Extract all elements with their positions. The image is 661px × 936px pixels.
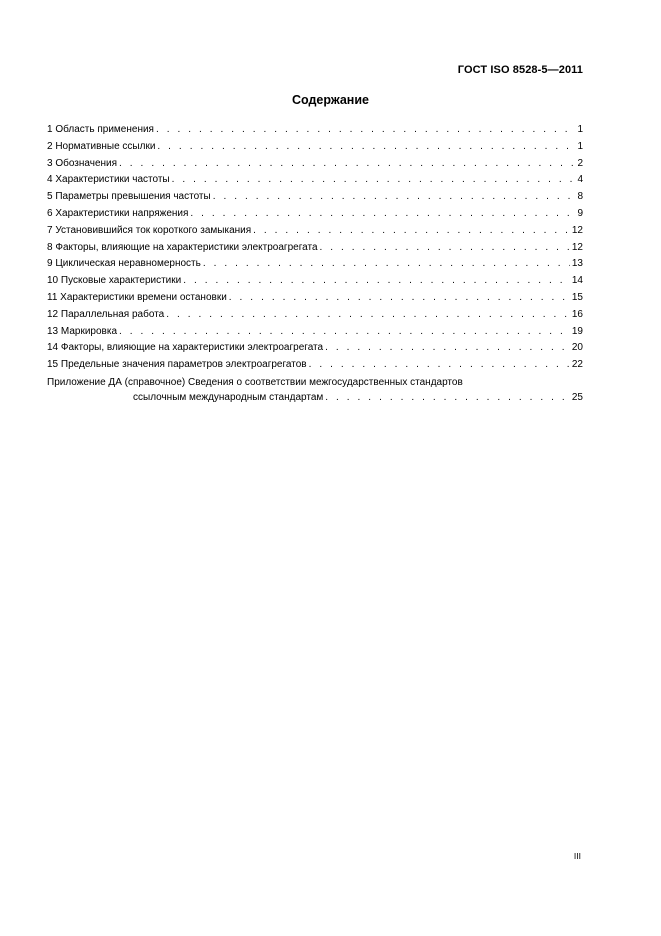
toc-leader-dots <box>119 326 570 337</box>
page-number: III <box>573 851 581 861</box>
toc-entry-page: 12 <box>571 224 583 236</box>
toc-entry-page: 20 <box>571 342 583 354</box>
toc-entry-page: 9 <box>577 207 583 219</box>
toc-entry-page: 22 <box>571 359 583 371</box>
toc-leader-dots <box>229 292 570 303</box>
toc-entry-page: 8 <box>577 191 583 203</box>
toc-leader-dots <box>183 275 570 286</box>
toc-entry-label: 7 Установившийся ток короткого замыкания <box>47 224 252 236</box>
toc-entry-page: 14 <box>571 275 583 287</box>
toc-entry-label: 8 Факторы, влияющие на характеристики электроагрегата <box>47 241 318 253</box>
toc-appendix-entry[interactable] <box>47 377 583 409</box>
toc-entry-page: 15 <box>571 291 583 303</box>
toc-entry[interactable] <box>47 174 583 191</box>
toc-leader-dots <box>309 359 570 370</box>
toc-leader-dots <box>172 174 576 185</box>
toc-entry-label: 1 Область применения <box>47 124 154 135</box>
toc-entry-page: 2 <box>577 157 583 169</box>
document-code: ГОСТ ISO 8528-5—2011 <box>457 64 583 76</box>
toc-entry-page: 13 <box>571 258 583 270</box>
toc-entry[interactable] <box>47 208 583 225</box>
toc-entry-label: 9 Циклическая неравномерность <box>47 258 201 270</box>
toc-entry[interactable] <box>47 158 583 175</box>
toc-entry-label: 10 Пусковые характеристики <box>47 275 182 287</box>
toc-entry-label: 11 Характеристики времени остановки <box>47 291 227 303</box>
toc-entry-label: 2 Нормативные ссылки <box>47 140 156 152</box>
toc-entry-label: 15 Предельные значения параметров электроагрегатов <box>47 359 307 371</box>
toc-leader-dots <box>253 225 570 236</box>
appendix-title: Приложение ДА (справочное) Сведения о соответствии межгосударственных стандартов <box>47 376 463 388</box>
appendix-page: 25 <box>571 391 583 403</box>
toc-leader-dots <box>213 191 576 202</box>
toc-entry-label: 4 Характеристики частоты <box>47 174 170 186</box>
toc-leader-dots <box>190 208 575 219</box>
toc-leader-dots <box>157 141 575 152</box>
toc-entry[interactable] <box>47 191 583 208</box>
toc-leader-dots <box>119 158 575 169</box>
toc-entry[interactable] <box>47 359 583 376</box>
toc-leader-dots <box>325 342 570 353</box>
toc-entry[interactable] <box>47 275 583 292</box>
table-of-contents <box>47 124 583 409</box>
toc-entry-label: 3 Обозначения <box>47 157 118 169</box>
toc-entry[interactable] <box>47 225 583 242</box>
toc-entry-label: 13 Маркировка <box>47 325 118 337</box>
toc-title: Содержание <box>291 93 369 107</box>
toc-entry-page: 1 <box>577 140 583 152</box>
toc-entry-label: 12 Параллельная работа <box>47 308 165 320</box>
toc-entry[interactable] <box>47 258 583 275</box>
toc-entry-page: 12 <box>571 241 583 253</box>
toc-entry-page: 1 <box>577 124 583 135</box>
toc-entry-page: 16 <box>571 308 583 320</box>
appendix-subtitle: ссылочным международным стандартам <box>133 391 324 403</box>
toc-entry[interactable] <box>47 342 583 359</box>
toc-entry[interactable] <box>47 326 583 343</box>
toc-entry-label: 14 Факторы, влияющие на характеристики электроагрегата <box>47 342 324 354</box>
toc-leader-dots <box>156 124 575 135</box>
toc-leader-dots <box>166 309 570 320</box>
toc-entry[interactable] <box>47 124 583 141</box>
toc-entry[interactable] <box>47 141 583 158</box>
toc-entry-page: 19 <box>571 325 583 337</box>
toc-entry[interactable] <box>47 309 583 326</box>
toc-entry-label: 5 Параметры превышения частоты <box>47 191 211 203</box>
toc-leader-dots <box>203 258 570 269</box>
toc-entry-label: 6 Характеристики напряжения <box>47 207 189 219</box>
toc-entry-page: 4 <box>577 174 583 186</box>
toc-leader-dots <box>325 392 570 403</box>
toc-entry[interactable] <box>47 242 583 259</box>
toc-leader-dots <box>320 242 570 253</box>
appendix-continuation <box>47 392 583 409</box>
toc-entry[interactable] <box>47 292 583 309</box>
